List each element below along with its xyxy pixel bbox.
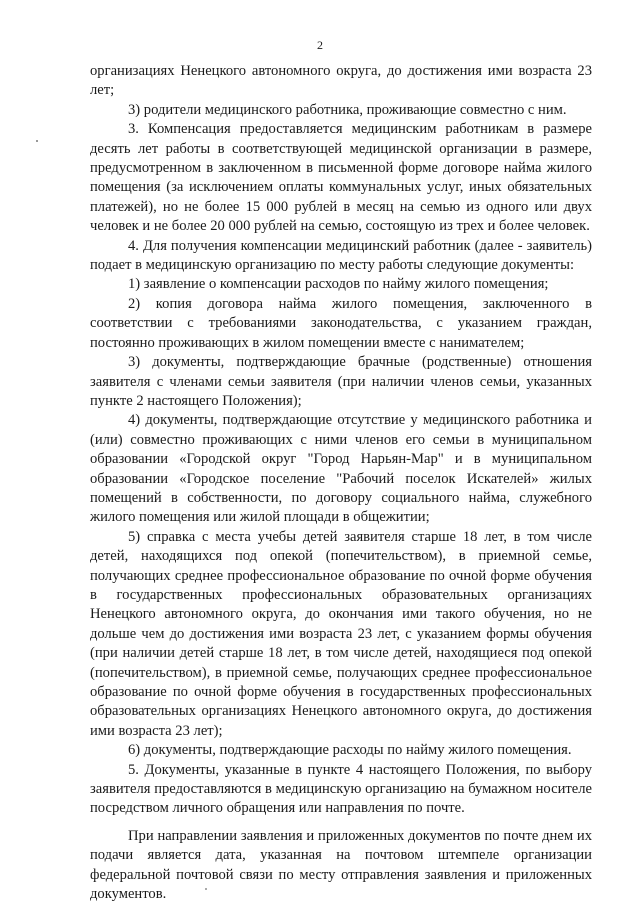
paragraph-mail-submission: При направлении заявления и приложенных документов по почте днем их подачи является дата, указанная на почтовом штемпеле организации федеральной почтовой связи по месту отправления заявления и приложенных документов. [90,827,592,903]
paragraph-section-3: 3. Компенсация предоставляется медицинским работникам в размере десять лет работы в соответствующей медицинской организации в размере, предусмотренном в заключенном в письменной форме договоре найма жилого помещения (за исключением оплаты коммунальных услуг, иных обязательных платежей), но не более 15 000 рублей в месяц на семью из одного или двух человек и не более 20 000 рублей на семью, состоящую из трех и более человек. [90,121,592,235]
list-item-1: 1) заявление о компенсации расходов по найму жилого помещения; [128,276,549,293]
paragraph-section-5: 5. Документы, указанные в пункте 4 настоящего Положения, по выбору заявителя предоставляются в медицинскую организацию на бумажном носителе посредством личного обращения или направления по почте. [90,761,592,817]
list-item-parents: 3) родители медицинского работника, проживающие совместно с ним. [128,101,567,118]
document-body [90,62,592,904]
paragraph-continuation: организациях Ненецкого автономного округа, до достижения ими возраста 23 лет; [90,63,592,99]
scan-mark [36,140,38,142]
list-item-2: 2) копия договора найма жилого помещения, заключенного в соответствии с требованиями законодательства, с указанием граждан, постоянно проживающих в жилом помещении вместе с нанимателем; [90,295,592,351]
page-number: 2 [317,38,323,52]
list-item-4: 4) документы, подтверждающие отсутствие у медицинского работника и (или) совместно проживающих с ними членов его семьи в муниципальном образовании «Городской округ "Город Нарьян-Мар" и в муниципальном образовании «Городское поселение "Рабочий поселок Искателей» жилых помещений в собственности, по договору социального найма, служебного жилого помещения или жилой площади в общежитии; [90,412,592,526]
scan-mark-bottom [205,888,207,890]
list-item-6: 6) документы, подтверждающие расходы по найму жилого помещения. [128,742,572,759]
list-item-5: 5) справка с места учебы детей заявителя старше 18 лет, в том числе детей, находящихся под опекой (попечительством), в приемной семье, получающих среднее профессиональное образование по очной форме обучения в государственных профессиональных образовательных организациях Ненецкого автономного округа, до окончания ими такого обучения, но не дольше чем до достижения ими возраста 23 лет, с указанием формы обучения (при наличии детей старше 18 лет, в том числе детей, находящиеся под опекой (попечительством), в приемной семье, получающих среднее профессиональное образование по очной форме обучения в государственных профессиональных образовательных организациях Ненецкого автономного округа, до достижения ими возраста 23 лет); [90,528,592,739]
list-item-3: 3) документы, подтверждающие брачные (родственные) отношения заявителя с членами семьи заявителя (при наличии членов семьи, указанных пункте 2 настоящего Положения); [90,354,592,409]
paragraph-section-4: 4. Для получения компенсации медицинский работник (далее - заявитель) подает в медицинскую организацию по месту работы следующие документы: [90,237,592,274]
